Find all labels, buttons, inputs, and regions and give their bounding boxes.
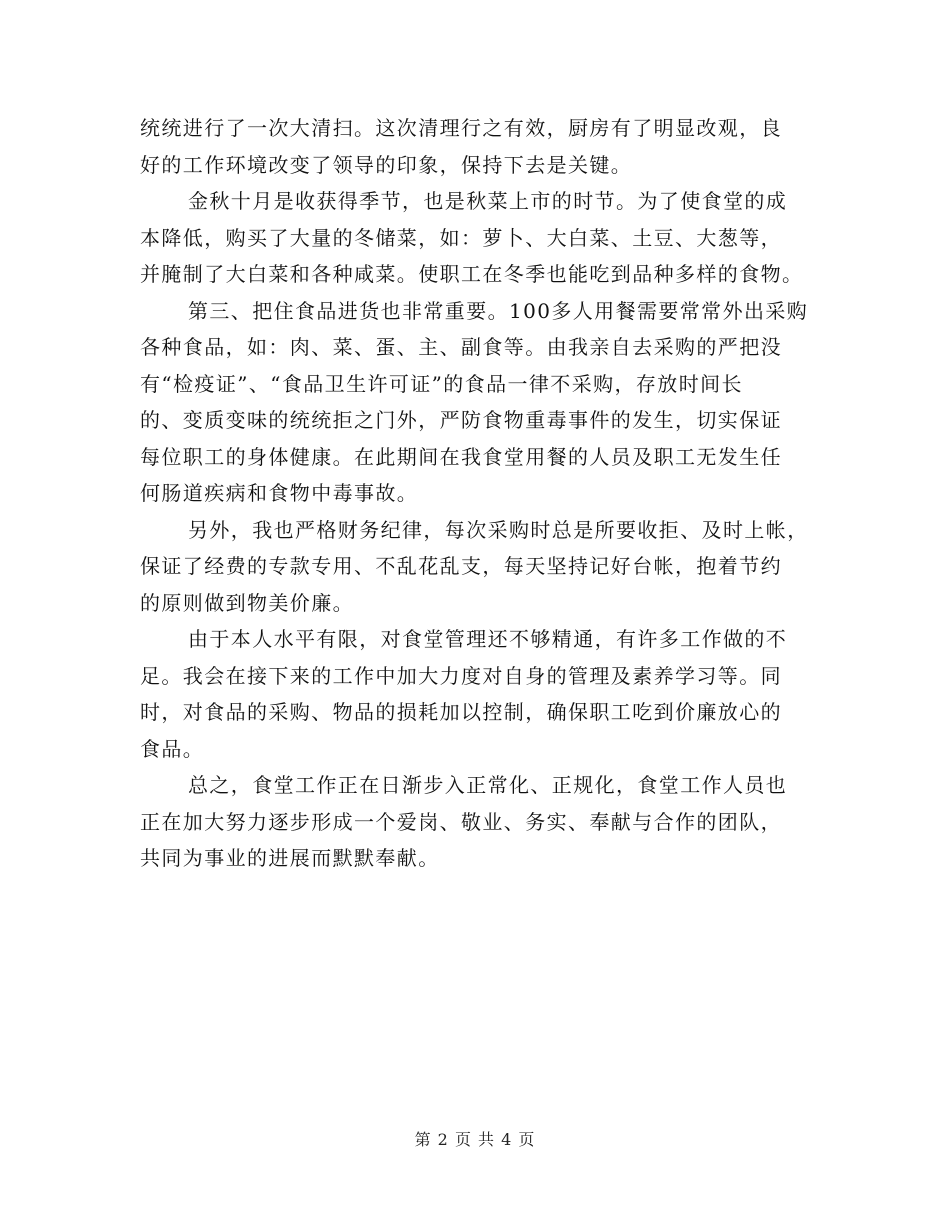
text-line: 正在加大努力逐步形成一个爱岗、敬业、务实、奉献与合作的团队， (140, 809, 782, 834)
text-line: 统统进行了一次大清扫。这次清理行之有效，厨房有了明显改观，良 (140, 116, 782, 140)
text-line: 好的工作环境改变了领导的印象，保持下去是关键。 (140, 152, 633, 177)
text-line: 食品。 (140, 736, 205, 761)
text-line: 足。我会在接下来的工作中加大力度对自身的管理及素养学习等。同 (140, 663, 782, 688)
text-line: 各种食品，如：肉、菜、蛋、主、副食等。由我亲自去采购的严把没 (140, 335, 782, 359)
text-line: 共同为事业的进展而默默奉献。 (140, 846, 440, 870)
paragraph (140, 110, 820, 183)
text-line: 并腌制了大白菜和各种咸菜。使职工在冬季也能吃到品种多样的食物。 (140, 262, 804, 286)
text-line: 第三、把住食品进货也非常重要。100多人用餐需要常常外出采购 (188, 298, 809, 323)
text-line: 何肠道疾病和食物中毒事故。 (140, 481, 419, 505)
text-line: 金秋十月是收获得季节，也是秋菜上市的时节。为了使食堂的成 (188, 189, 788, 213)
paragraph (140, 621, 820, 767)
document-body (140, 110, 820, 877)
paragraph (140, 767, 820, 877)
paragraph (140, 512, 820, 622)
text-line: 的、变质变味的统统拒之门外，严防食物重毒事件的发生，切实保证 (140, 408, 782, 432)
page-footer: 第 2 页 共 4 页 (414, 1130, 536, 1149)
text-line: 时，对食品的采购、物品的损耗加以控制，确保职工吃到价廉放心的 (140, 700, 782, 724)
text-line: 有“检疫证”、“食品卫生许可证”的食品一律不采购，存放时间长 (140, 371, 743, 396)
text-line: 每位职工的身体健康。在此期间在我食堂用餐的人员及职工无发生任 (140, 444, 782, 469)
text-line: 的原则做到物美价廉。 (140, 590, 354, 615)
text-line: 总之，食堂工作正在日渐步入正常化、正规化，食堂工作人员也 (188, 773, 788, 797)
text-line: 另外，我也严格财务纪律，每次采购时总是所要收拒、及时上帐， (188, 517, 809, 542)
paragraph (140, 183, 820, 293)
text-line: 由于本人水平有限，对食堂管理还不够精通，有许多工作做的不 (188, 627, 788, 651)
paragraph (140, 293, 820, 512)
text-line: 本降低，购买了大量的冬储菜，如：萝卜、大白菜、土豆、大葱等， (140, 225, 782, 250)
text-line: 保证了经费的专款专用、不乱花乱支，每天坚持记好台帐，抱着节约 (140, 554, 782, 578)
